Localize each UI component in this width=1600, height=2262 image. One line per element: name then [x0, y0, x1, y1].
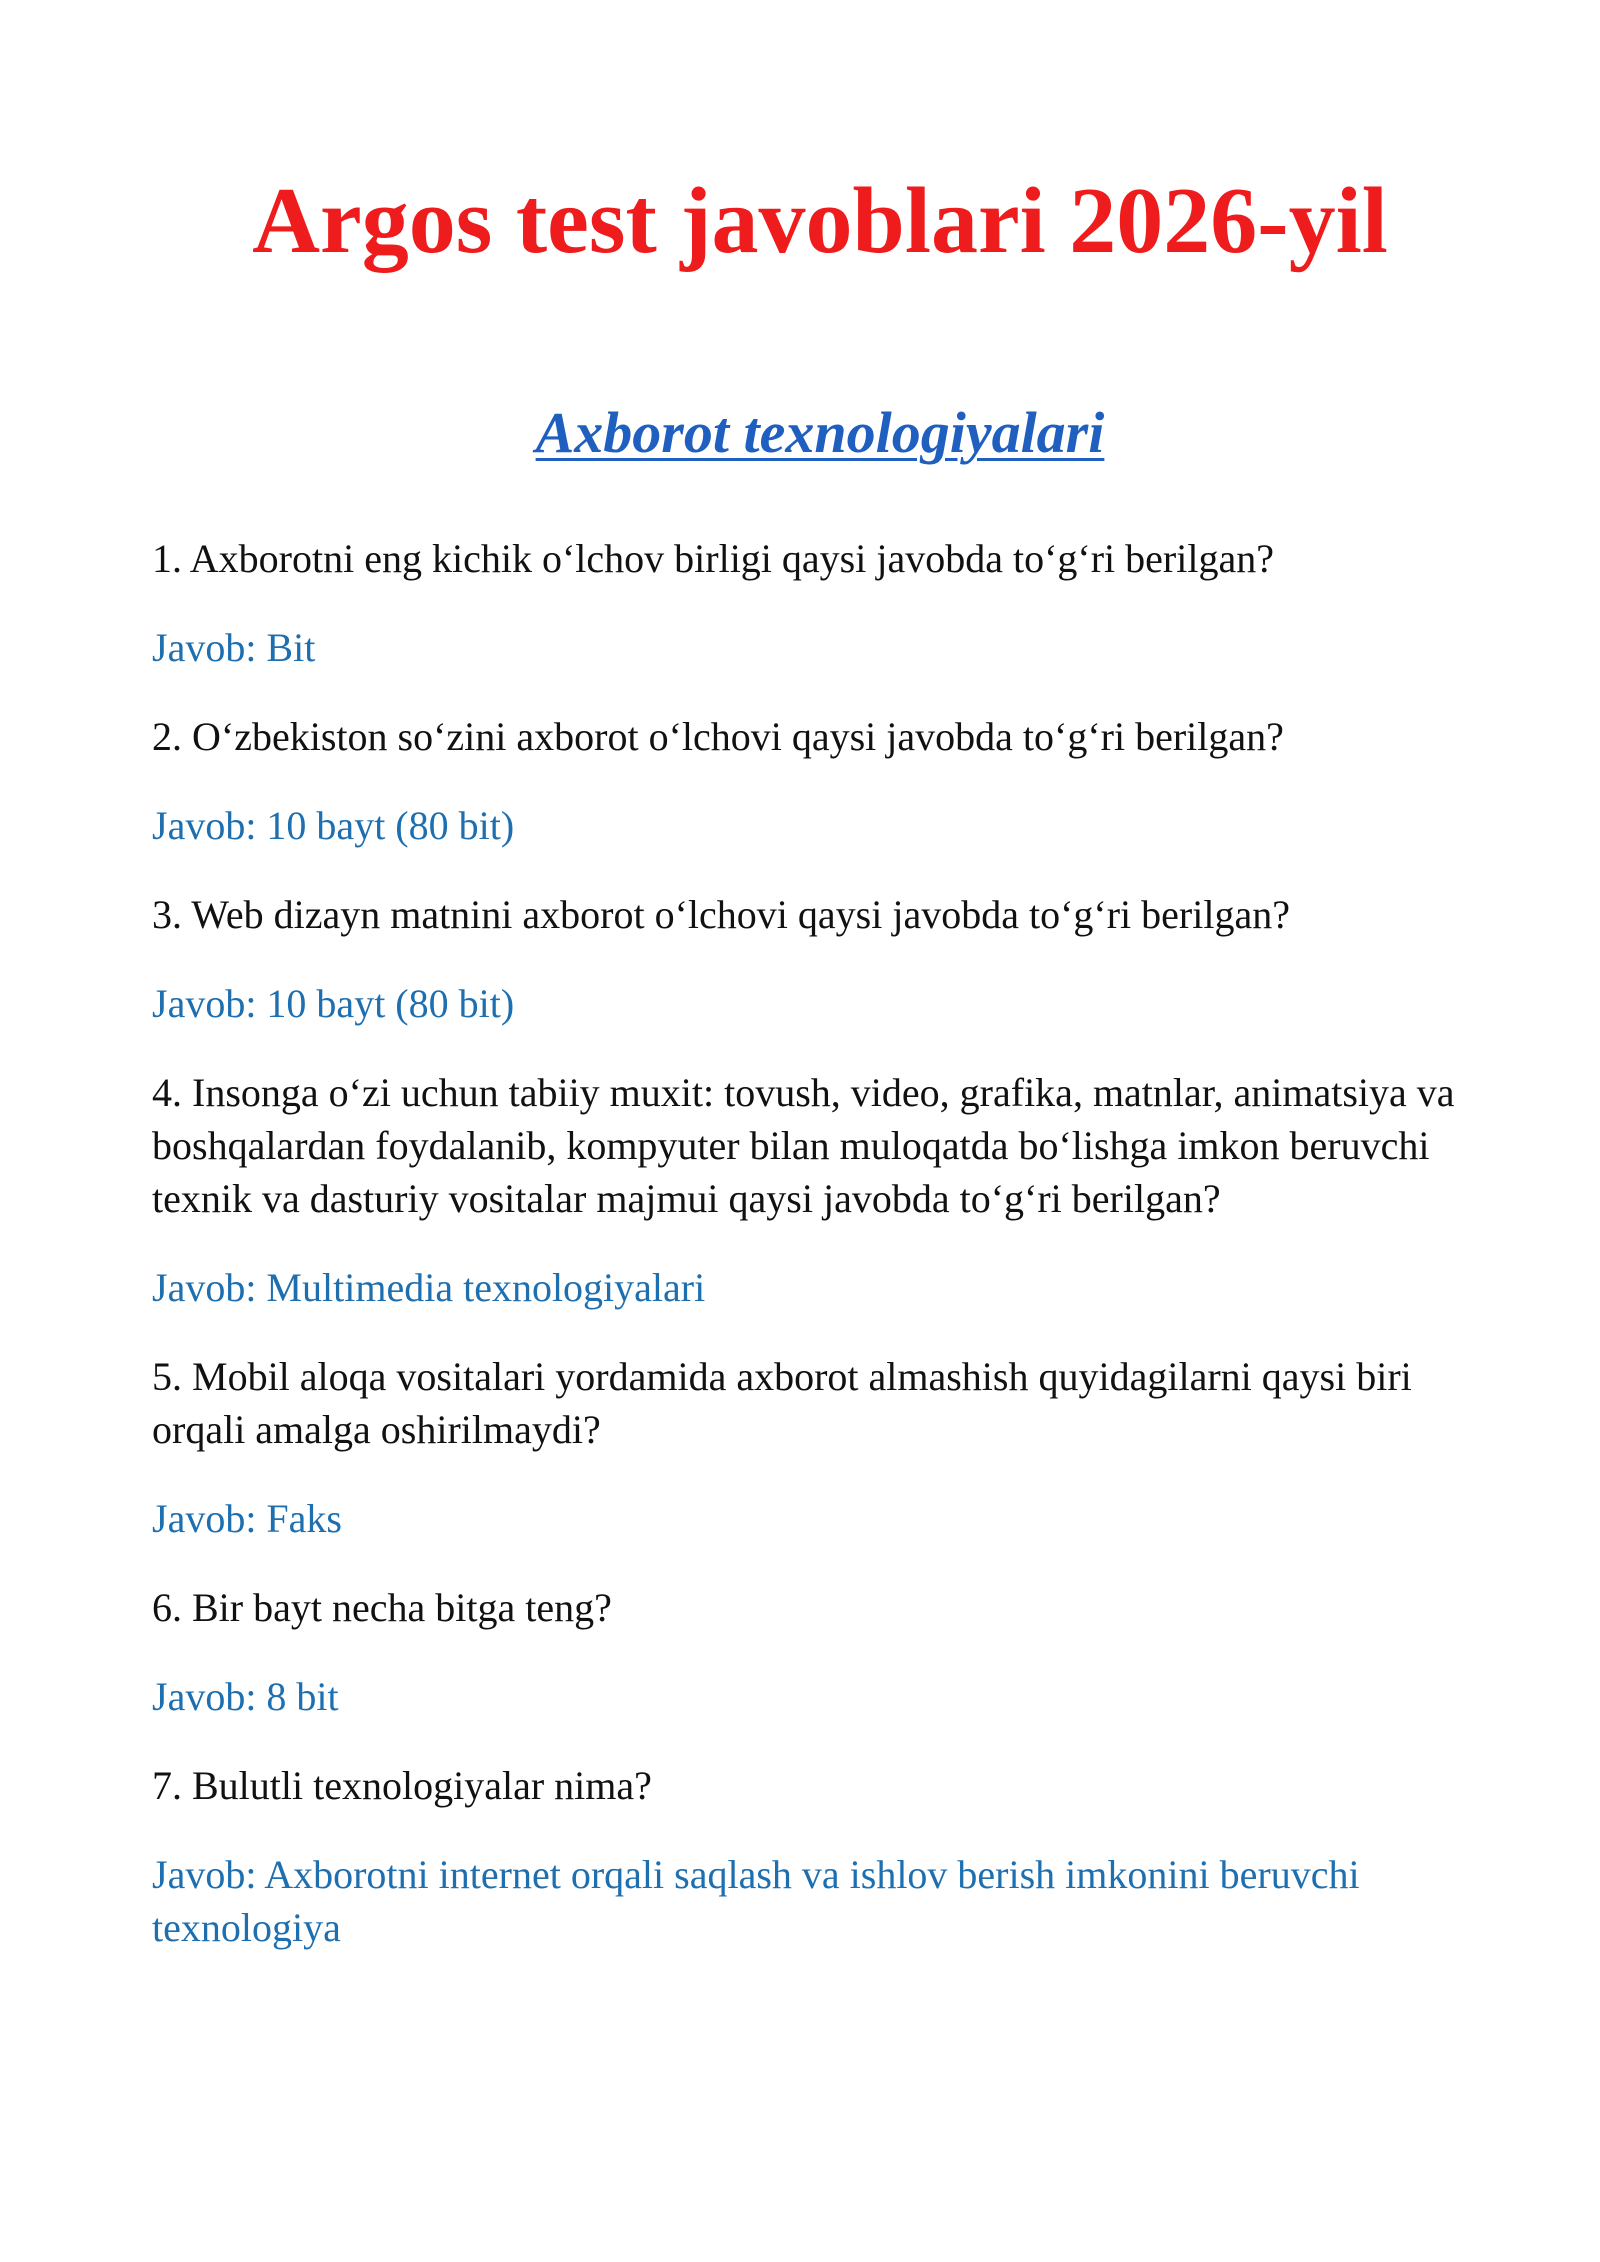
- question-item: [152, 1759, 1477, 1954]
- question-text: 3. Web dizayn matnini axborot o‘lchovi qaysi javobda to‘g‘ri berilgan?: [152, 892, 1290, 937]
- answer-text: Javob: Axborotni internet orqali saqlash va ishlov berish imkonini beruvchi texnologiya: [152, 1852, 1360, 1950]
- question-item: [152, 1350, 1477, 1545]
- question-text: 6. Bir bayt necha bitga teng?: [152, 1585, 612, 1630]
- question-list: [152, 532, 1477, 1990]
- answer-text: Javob: 10 bayt (80 bit): [152, 803, 515, 848]
- answer-text: Javob: 8 bit: [152, 1674, 339, 1719]
- section-title: Axborot texnologiyalari: [535, 400, 1105, 465]
- answer-text: Javob: Faks: [152, 1496, 342, 1541]
- question-item: [152, 888, 1477, 1030]
- answer-text: Javob: Multimedia texnologiyalari: [152, 1265, 706, 1310]
- question-item: [152, 710, 1477, 852]
- document-title: Argos test javoblari 2026-yil: [252, 169, 1388, 273]
- question-item: [152, 532, 1477, 674]
- question-text: 2. O‘zbekiston so‘zini axborot o‘lchovi qaysi javobda to‘g‘ri berilgan?: [152, 714, 1284, 759]
- question-text: 5. Mobil aloqa vositalari yordamida axborot almashish quyidagilarni qaysi biri orqali amalga oshirilmaydi?: [152, 1354, 1412, 1452]
- question-text: 4. Insonga o‘zi uchun tabiiy muxit: tovush, video, grafika, matnlar, animatsiya va boshqalardan foydalanib, kompyuter bilan muloqatda bo‘lishga imkon beruvchi texnik va dasturiy vositalar majmui qaysi javobda to‘g‘ri berilgan?: [152, 1070, 1455, 1221]
- question-text: 1. Axborotni eng kichik o‘lchov birligi qaysi javobda to‘g‘ri berilgan?: [152, 536, 1274, 581]
- question-text: 7. Bulutli texnologiyalar nima?: [152, 1763, 652, 1808]
- question-item: [152, 1066, 1477, 1314]
- answer-text: Javob: 10 bayt (80 bit): [152, 981, 515, 1026]
- answer-text: Javob: Bit: [152, 625, 316, 670]
- question-item: [152, 1581, 1477, 1723]
